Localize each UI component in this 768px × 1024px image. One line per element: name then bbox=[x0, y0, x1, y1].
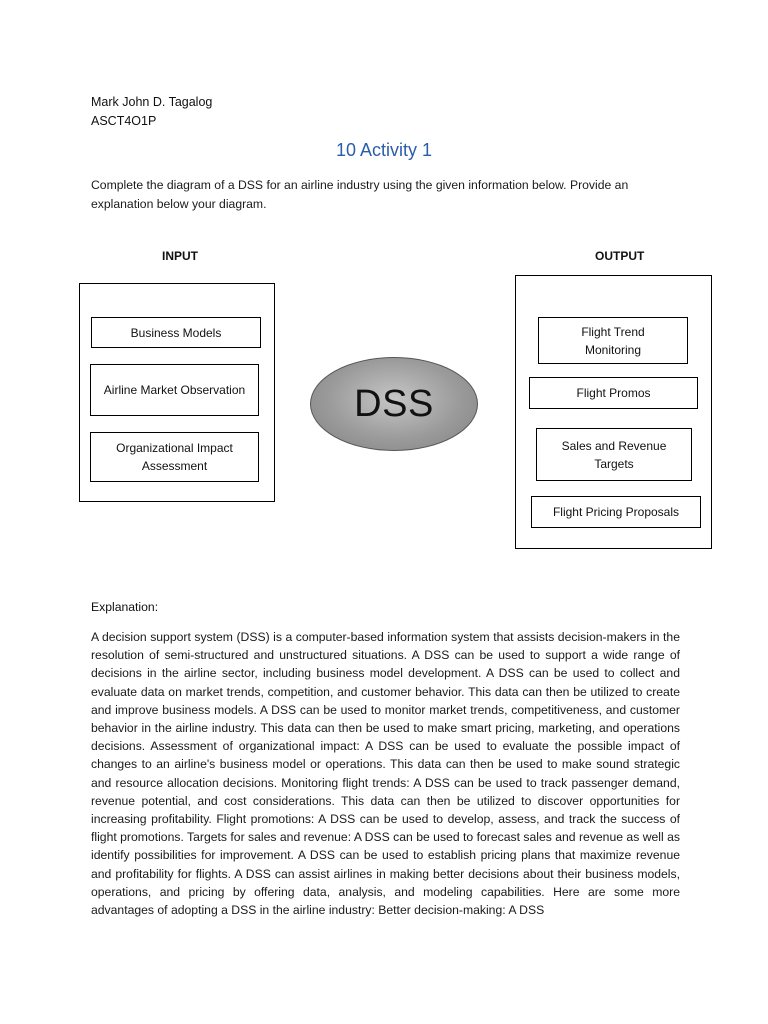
output-box-sales-revenue-targets: Sales and Revenue Targets bbox=[536, 428, 692, 481]
explanation-heading: Explanation: bbox=[91, 600, 159, 614]
input-box-organizational-impact-assessment: Organizational Impact Assessment bbox=[90, 432, 259, 482]
output-box-flight-trend-monitoring: Flight Trend Monitoring bbox=[538, 317, 688, 364]
output-box-flight-promos: Flight Promos bbox=[529, 377, 698, 409]
dss-ellipse bbox=[310, 357, 478, 451]
output-box-flight-pricing-proposals: Flight Pricing Proposals bbox=[531, 496, 701, 528]
output-label: OUTPUT bbox=[595, 249, 645, 263]
input-box-business-models: Business Models bbox=[91, 317, 261, 348]
section-code: ASCT4O1P bbox=[91, 114, 157, 128]
page-title: 10 Activity 1 bbox=[335, 140, 433, 160]
dss-label: DSS bbox=[354, 382, 434, 425]
input-label: INPUT bbox=[162, 249, 198, 263]
explanation-body: A decision support system (DSS) is a computer-based information system that assists decision-makers in the resolution of semi-structured and unstructured situations. A DSS can be used to support a wide range of decisions in the airline sector, including business model development. A DSS can be used to collect and evaluate data on market trends, competition, and customer behavior. This data can then be utilized to create and improve business models. A DSS can be used to monitor market trends, competitiveness, and customer behavior in the airline industry. This data can then be used to make smart pricing, marketing, and operations decisions. Assessment of organizational impact: A DSS can be used to evaluate the possible impact of changes to an airline's business model or operations. This data can then be used to make sound strategic and resource allocation decisions. Monitoring flight trends: A DSS can be used to track passenger demand, revenue potential, and cost considerations. This data can then be utilized to discover opportunities for increasing profitability. Flight promotions: A DSS can be used to develop, assess, and track the success of flight promotions. Targets for sales and revenue: A DSS can be used to forecast sales and revenue as well as identify possibilities for improvement. A DSS can be used to establish pricing plans that maximize revenue and profitability for flights. A DSS can assist airlines in making better decisions about their business models, operations, and pricing by offering data, analysis, and modeling capabilities. Here are some more advantages of adopting a DSS in the airline industry: Better decision-making: A DSS bbox=[91, 630, 680, 918]
author-name: Mark John D. Tagalog bbox=[91, 95, 213, 109]
instructions-text: Complete the diagram of a DSS for an airline industry using the given information below. Provide an explanation below your diagram. bbox=[91, 178, 629, 211]
input-box-airline-market-observation: Airline Market Observation bbox=[90, 364, 259, 416]
